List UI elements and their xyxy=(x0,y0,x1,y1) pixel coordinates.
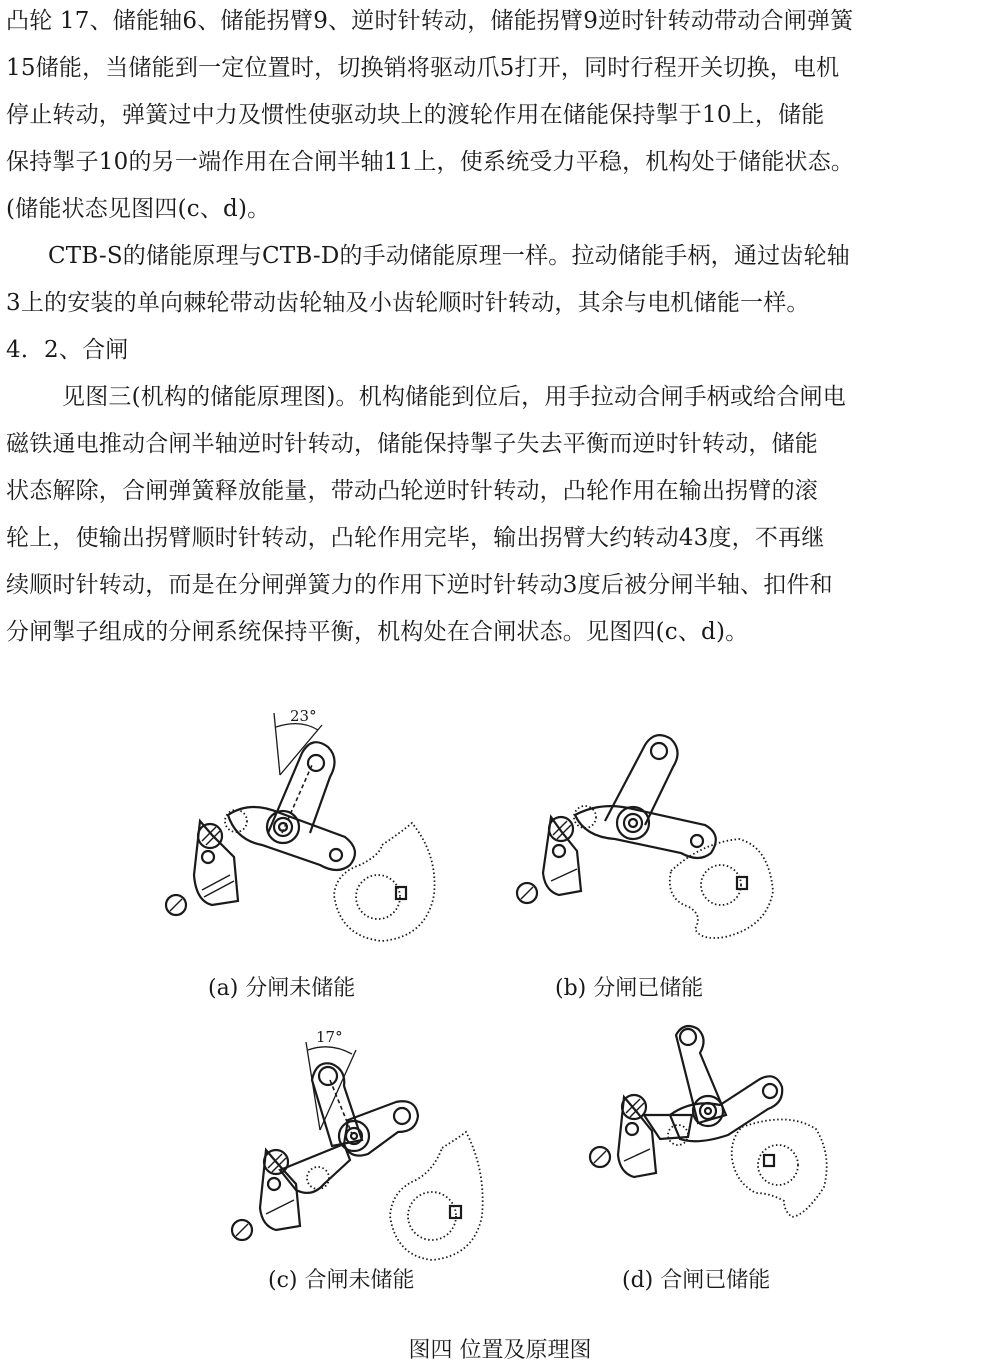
angle-label-c: 17° xyxy=(316,1028,343,1046)
latch-d xyxy=(618,1097,656,1177)
link-d xyxy=(644,1115,692,1139)
caption-b: (b) 分闸已储能 xyxy=(555,976,704,1001)
cam-d xyxy=(732,1119,827,1217)
caption-d: (d) 合闸已储能 xyxy=(622,1268,771,1293)
diagram-a xyxy=(150,705,450,945)
section-heading: 4．2、合闸 xyxy=(6,337,129,363)
text-line-13: 续顺时针转动，而是在分闸弹簧力的作用下逆时针转动3度后被分闸半轴、扣件和 xyxy=(6,572,833,598)
text-line-1: 凸轮 17、储能轴6、储能拐臂9、逆时针转动，储能拐臂9逆时针转动带动合闸弹簧 xyxy=(6,8,854,34)
link-c xyxy=(280,1144,350,1193)
figure-four xyxy=(0,690,1000,1372)
text-line-14: 分闸掣子组成的分闸系统保持平衡，机构处在合闸状态。见图四(c、d)。 xyxy=(6,619,749,645)
cam-b xyxy=(670,839,773,938)
roller-c xyxy=(307,1167,329,1189)
text-line-12: 轮上，使输出拐臂顺时针转动，凸轮作用完毕，输出拐臂大约转动43度，不再继 xyxy=(6,525,825,551)
text-line-5: (储能状态见图四(c、d)。 xyxy=(6,196,271,222)
diagram-d xyxy=(580,1015,880,1265)
cam-c xyxy=(390,1132,483,1260)
latch-c xyxy=(260,1150,300,1230)
angle-indicator-c xyxy=(306,1028,356,1130)
text-line-10: 磁铁通电推动合闸半轴逆时针转动，储能保持掣子失去平衡而逆时针转动，储能 xyxy=(6,431,818,457)
caption-a: (a) 分闸未储能 xyxy=(208,976,356,1001)
diagram-b xyxy=(505,715,805,945)
caption-c: (c) 合闸未储能 xyxy=(268,1268,415,1293)
text-line-6: CTB-S的储能原理与CTB-D的手动储能原理一样。拉动储能手柄，通过齿轮轴 xyxy=(48,243,850,269)
text-line-9: 见图三(机构的储能原理图)。机构储能到位后，用手拉动合闸手柄或给合闸电 xyxy=(62,384,846,410)
roller-b xyxy=(574,806,596,828)
text-line-3: 停止转动，弹簧过中力及惯性使驱动块上的渡轮作用在储能保持掣于10上，储能 xyxy=(6,102,825,128)
text-line-7: 3上的安装的单向棘轮带动齿轮轴及小齿轮顺时针转动，其余与电机储能一样。 xyxy=(6,290,810,316)
text-line-4: 保持掣子10的另一端作用在合闸半轴11上，使系统受力平稳，机构处于储能状态。 xyxy=(6,149,855,175)
angle-label-a: 23° xyxy=(290,707,317,725)
latch-a xyxy=(194,821,238,905)
text-line-11: 状态解除，合闸弹簧释放能量，带动凸轮逆时针转动，凸轮作用在输出拐臂的滚 xyxy=(6,478,818,504)
text-line-2: 15储能，当储能到一定位置时，切换销将驱动爪5打开，同时行程开关切换，电机 xyxy=(6,55,840,81)
diagram-c xyxy=(220,1020,520,1270)
figure-title: 图四 位置及原理图 xyxy=(408,1338,592,1363)
